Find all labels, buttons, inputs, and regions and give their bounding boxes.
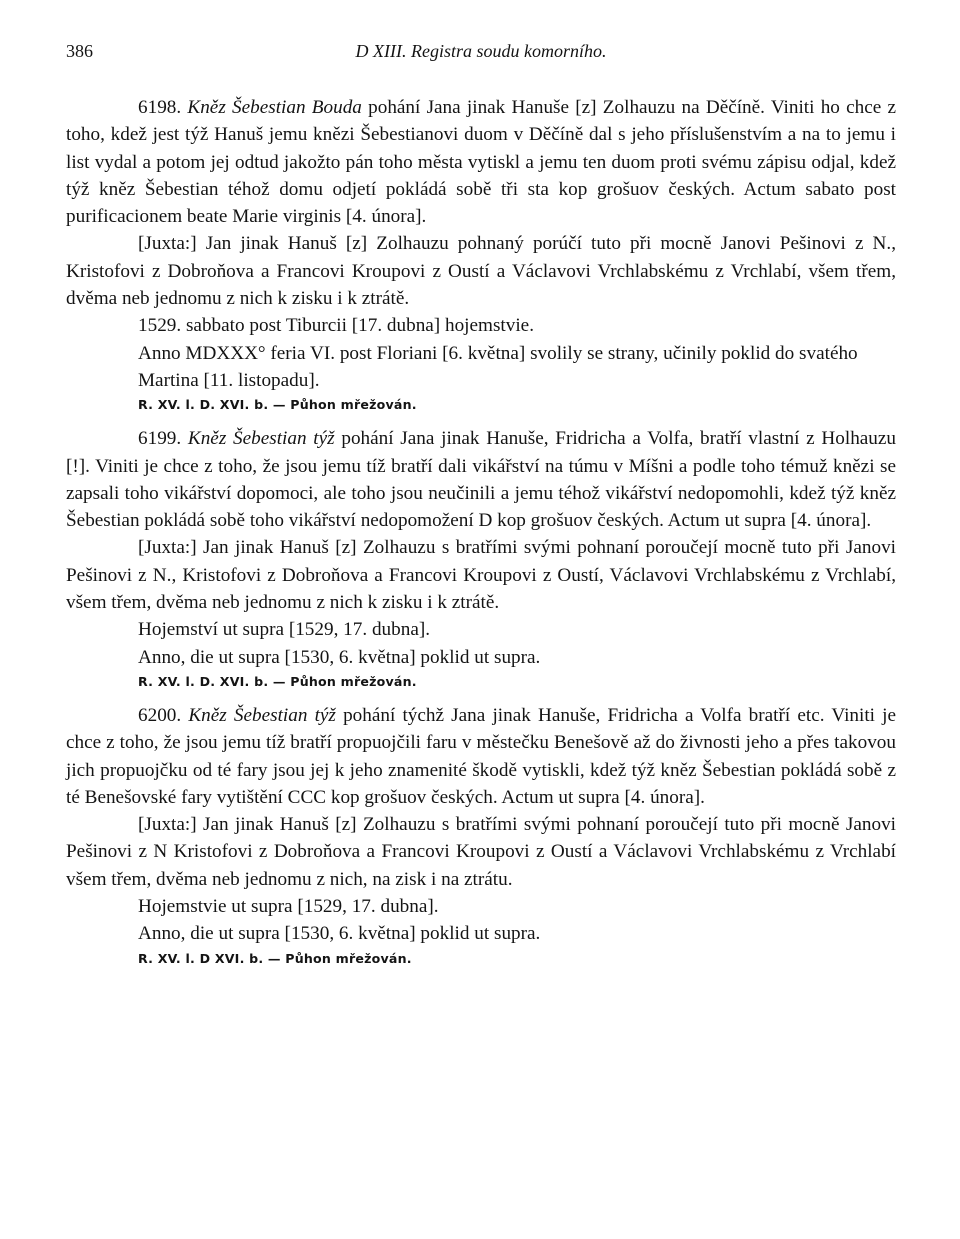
entry-number: 6200. xyxy=(138,704,182,726)
entry-text: pohání týchž Jana jinak Hanuše, Fridricha a Volfa bratří etc. Viniti je chce z toho, že jsou jemu tíž bratří propuojčili faru v městečku Benešově až do živnosti jeho a přes takovou jich propuojčku od té fary jsou jej k jeho znamenité škodě vytiskli, kdež týž kněz Šebestian pokládá sobě z té Benešovské fary vytištění CCC kop grošuov českých. Actum ut supra [4. února]. xyxy=(66,704,897,808)
entry-number: 6198. xyxy=(138,97,182,118)
entry-paragraph xyxy=(66,702,896,811)
entry-heading: Kněz Šebestian týž xyxy=(188,704,336,726)
archival-reference: R. XV. l. D XVI. b. — Půhon mřežován. xyxy=(138,950,412,966)
archival-reference: R. XV. l. D. XVI. b. — Půhon mřežován. xyxy=(138,397,417,413)
entry-6198 xyxy=(66,94,896,416)
document-page xyxy=(66,36,896,979)
entry-text: pohání Jana jinak Hanuše, Fridricha a Volfa, bratří vlastní z Holhauzu [!]. Viniti je chce z toho, že jsou jemu tíž bratří dali vikářství na túmu v Míšni a podle toho témuž knězi se zapsali toho vikářství dopomoci, ale toho jsou neučinili a jemu téhož vikářství nedopomohli, kdež týž kněz Šebestian pokládá sobě toho vikářství nedopomožení D kop grošuov českých. Actum ut supra [4. února]. xyxy=(66,428,897,532)
entry-heading: Kněz Šebestian Bouda xyxy=(187,97,362,118)
running-title xyxy=(66,36,896,66)
running-title-rest: Registra soudu komorního. xyxy=(410,41,607,61)
tail-line: Anno MDXXX° feria VI. post Floriani [6. května] svolily se strany, učinily poklid do svatého Martina [11. listopadu]. xyxy=(138,342,858,391)
tail-line: Anno, die ut supra [1530, 6. května] poklid ut supra. xyxy=(138,646,541,668)
page-number: 386 xyxy=(66,41,93,61)
entry-6200 xyxy=(66,702,896,970)
juxta-paragraph: [Juxta:] Jan jinak Hanuš [z] Zolhauzu s bratřími svými pohnaní poroučejí mocně tuto při Janovi Pešinovi z N., Kristofovi z Dobroňova a Francovi Kroupovi z Oustí, Václavovi Vrchlabskému z Vrchlabí, všem třem, dvěma neb jednomu z nich k zisku i k ztrátě. xyxy=(66,537,896,614)
juxta-paragraph: [Juxta:] Jan jinak Hanuš [z] Zolhauzu pohnaný porúčí tuto při mocně Janovi Pešinovi z N., Kristofovi z Dobroňova a Francovi Kroupovi z Oustí a Václavovi Vrchlabskému z Vrchlabí, všem třem, dvěma neb jednomu z nich k zisku i k ztrátě. xyxy=(66,233,896,310)
tail-line: 1529. sabbato post Tiburcii [17. dubna] hojemstvie. xyxy=(138,315,534,337)
running-head xyxy=(66,36,896,66)
tail-line: Hojemstvie ut supra [1529, 17. dubna]. xyxy=(138,896,439,918)
running-title-prefix: D XIII. xyxy=(355,41,407,61)
tail-line: Anno, die ut supra [1530, 6. května] poklid ut supra. xyxy=(138,923,541,945)
entry-paragraph xyxy=(66,425,896,534)
entry-6199 xyxy=(66,425,896,693)
archival-reference: R. XV. l. D. XVI. b. — Půhon mřežován. xyxy=(138,673,417,689)
entry-heading: Kněz Šebestian týž xyxy=(187,428,335,450)
juxta-paragraph: [Juxta:] Jan jinak Hanuš [z] Zolhauzu s bratřími svými pohnaní poroučejí tuto při mocně Janovi Pešinovi z N Kristofovi z Dobroňova a Francovi Kroupovi z Oustí a Václavovi Vrchlabskému z Vrchlabí všem třem, dvěma neb jednomu z nich, na zisk i na ztrátu. xyxy=(66,814,896,890)
entry-paragraph xyxy=(66,94,896,230)
entry-number: 6199. xyxy=(138,428,182,450)
entry-text: pohání Jana jinak Hanuše [z] Zolhauzu na Děčíně. Viniti ho chce z toho, kdež jest týž Hanuš jemu knězi Šebestianovi duom v Děčíně dal s jeho příslušenstvím a na to jemu i list vydal a potom jej odtud jakožto pán toho města vytiskl a jemu ten duom proti svému zápisu odjal, kdež týž kněz Šebestian téhož domu odjetí pokládá sobě tři sta kop grošuov českých. Actum sabato post purificacionem beate Marie virginis [4. února]. xyxy=(66,97,897,228)
tail-line: Hojemství ut supra [1529, 17. dubna]. xyxy=(138,619,431,641)
entries xyxy=(66,94,896,970)
